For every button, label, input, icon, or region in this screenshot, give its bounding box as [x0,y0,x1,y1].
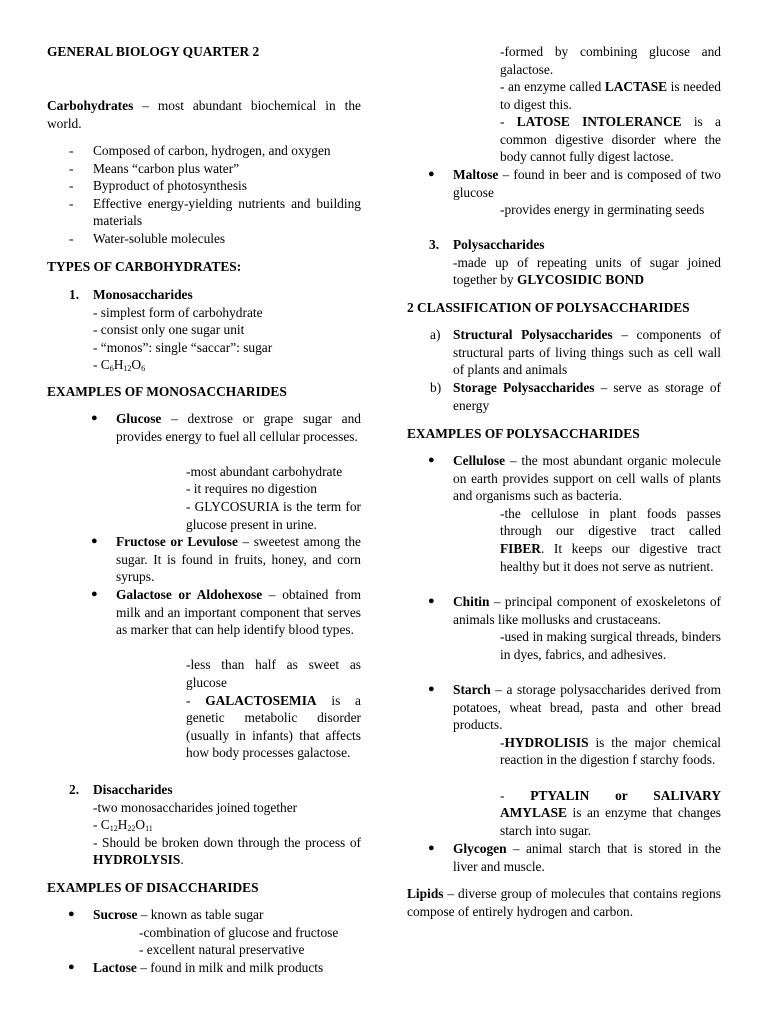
list-item: - Effective energy-yielding nutrients and building materials [69,195,361,229]
polysaccharides-desc: -made up of repeating units of sugar joined together by GLYCOSIDIC BOND [453,254,721,288]
disaccharides-title: Disaccharides [93,782,173,797]
bullet-icon: ● [428,454,435,466]
bullet-icon: ● [91,588,98,600]
lactase-note: - an enzyme called LACTASE is needed to digest this. [500,79,722,112]
bullet-icon: ● [68,961,75,973]
list-item: - Byproduct of photosynthesis [69,178,247,194]
lactose-text: Lactose – found in milk and milk products [93,960,324,975]
lipids-definition: Lipids – diverse group of molecules that contains regions compose of entirely hydrogen and carbon. [407,886,721,919]
disaccharide-formula: - $C_{12}H_{22}O_{11}$ [93,817,153,834]
list-item: - Means “carbon plus water” [69,160,240,176]
bullet-icon: ● [91,412,98,424]
ptyalin-note: - PTYALIN or SALIVARY AMYLASE is an enzyme that changes starch into sugar. [500,787,721,838]
document-page: GENERAL BIOLOGY QUARTER 2 Carbohydrates – most abundant biochemical in the world. - Composed of carbon, hydrogen, and oxygen - Means “carbon plus water” - Byproduct of photosynthesis - Effective energy-yielding nutrients and building materials - Water-soluble molecules TYPES OF CARBOHYDRATES: 1. Monosaccharides - simplest form of carbohydrate - consist only one sugar unit - “monos”: single “saccar”: sugar - $C_6H_{12}O_6$ EXAMPLES OF MONOSACCHARIDES ● Glucose – dextrose or grape sugar and provides energy to fuel all cellular processes. -most abundant carbohydrate - it requires no digestion - GLYCOSURIA is the term for glucose present in urine. ● Fructose or Levulose – sweetest among the sugar. It is found in fruits, honey, and corn syrups. ● Galactose or Aldohexose – obtained from milk and an important component that serves as marker that can help identify blood types. -less than half as sweet as glucose - GALACTOSEMIA is a genetic metabolic disorder (usually in infants) that affects how body processes galactose. 2. Disaccharides -two monosaccharides joined together - $C_{12}H_{22}O_{11}$ - Should be broken down through the process of HYDROLYSIS. EXAMPLES OF DISACCHARIDES ● Sucrose – known as table sugar -combination of glucose and fructose - excellent natural preservative ● Lactose – found in milk and milk products -formed by combining glucose and galactose. - an enzyme called LACTASE is needed to digest this. - LATOSE INTOLERANCE is a common digestive disorder where the body cannot fully digest lactose. ● Maltose – found in beer and is composed of two glucose -provides energy in germinating seeds 3. Polysaccharides -made up of repeating units of sugar joined together by GLYCOSIDIC BOND 2 CLASSIFICATION OF POLYSACCHARIDES a) Structural Polysaccharides – components of structural parts of living things such as cell wall of plants and animals b) Storage Polysaccharides – serve as storage of energy EXAMPLES OF POLYSACCHARIDES ● Cellulose – the most abundant organic molecule on earth provides support on cell walls of plants and organisms such as bacteria. -the cellulose in plant foods passes through our digestive tract called FIBER. It keeps our digestive tract healthy but it does not serve as nutrient. ● Chitin – principal component of exoskeletons of animals like mollusks and crustaceans. -used in making surgical threads, binders in dyes, fabrics, and adhesives. ● Starch – a storage polysaccharides derived from potatoes, wheat bread, pasta and other bread products. -HYDROLISIS is the major chemical reaction in the digestion f starchy foods. - PTYALIN or SALIVARY AMYLASE is an enzyme that changes starch into sugar. ● Glycogen – animal starch that is stored in the liver and muscle. Lipids – diverse group of molecules that contains regions compose of entirely hydrogen and carbon. [47,44,722,975]
fructose-text: Fructose or Levulose – sweetest among the sugar. It is found in fruits, honey, and corn syrups. [116,534,361,585]
section-number: 2. [69,782,80,797]
section-number: 1. [69,287,80,302]
fiber-note: -the cellulose in plant foods passes through our digestive tract called FIBER. It keeps our digestive tract healthy but it does not serve as nutrient. [500,505,721,574]
list-item: - Water-soluble molecules [69,230,226,246]
classification-heading: 2 CLASSIFICATION OF POLYSACCHARIDES [407,300,690,315]
list-item: - Composed of carbon, hydrogen, and oxygen [69,143,331,158]
bullet-icon: ● [68,908,75,920]
examples-monosaccharides-heading: EXAMPLES OF MONOSACCHARIDES [47,384,287,399]
cellulose-text: Cellulose – the most abundant organic molecule on earth provides support on cell walls of plants and organisms such as bacteria. [453,453,721,504]
carbohydrates-points [47,142,361,248]
carbohydrates-definition [47,97,361,132]
examples-polysaccharides-heading: EXAMPLES OF POLYSACCHARIDES [407,426,640,441]
maltose-text: Maltose – found in beer and is composed of two glucose [453,167,721,200]
starch-text: Starch – a storage polysaccharides derived from potatoes, wheat bread, pasta and other bread products. [453,682,721,733]
types-heading: TYPES OF CARBOHYDRATES: [47,259,242,274]
section-number: 3. [429,237,440,252]
hydrolisis-note: -HYDROLISIS is the major chemical reaction in the digestion f starchy foods. [500,734,721,768]
document-title: GENERAL BIOLOGY QUARTER 2 [47,44,260,59]
bullet-icon: ● [91,535,98,547]
lactose-note-1: -formed by combining glucose and galactose. [500,44,721,77]
carbohydrates-term: Carbohydrates [47,98,134,113]
sucrose-text: Sucrose – known as table sugar [93,907,264,922]
lactose-intolerance-note: - LATOSE INTOLERANCE is a common digestive disorder where the body cannot fully digest lactose. [500,114,721,165]
carbohydrates-def: – most abundant biochemical in the world. [47,98,361,131]
polysaccharides-title: Polysaccharides [453,237,545,252]
galactose-text: Galactose or Aldohexose – obtained from milk and an important component that serves as marker that can help identify blood types. [116,587,361,638]
glycogen-text: Glycogen – animal starch that is stored in the liver and muscle. [453,841,721,874]
bullet-icon: ● [428,842,435,854]
glucose-text: Glucose – dextrose or grape sugar and provides energy to fuel all cellular processes. [116,411,361,444]
hydrolysis-note: - Should be broken down through the process of HYDROLYSIS. [93,834,361,868]
chitin-text: Chitin – principal component of exoskeletons of animals like mollusks and crustaceans. [453,594,721,627]
monosaccharide-formula: - $C_6H_{12}O_6$ [93,357,146,374]
bullet-icon: ● [428,595,435,607]
galactosemia-note: - GALACTOSEMIA is a genetic metabolic disorder (usually in infants) that affects how body processes galactose. [186,692,361,761]
bullet-icon: ● [428,168,435,180]
monosaccharides-title: Monosaccharides [93,287,193,302]
bullet-icon: ● [428,683,435,695]
examples-disaccharides-heading: EXAMPLES OF DISACCHARIDES [47,880,259,895]
